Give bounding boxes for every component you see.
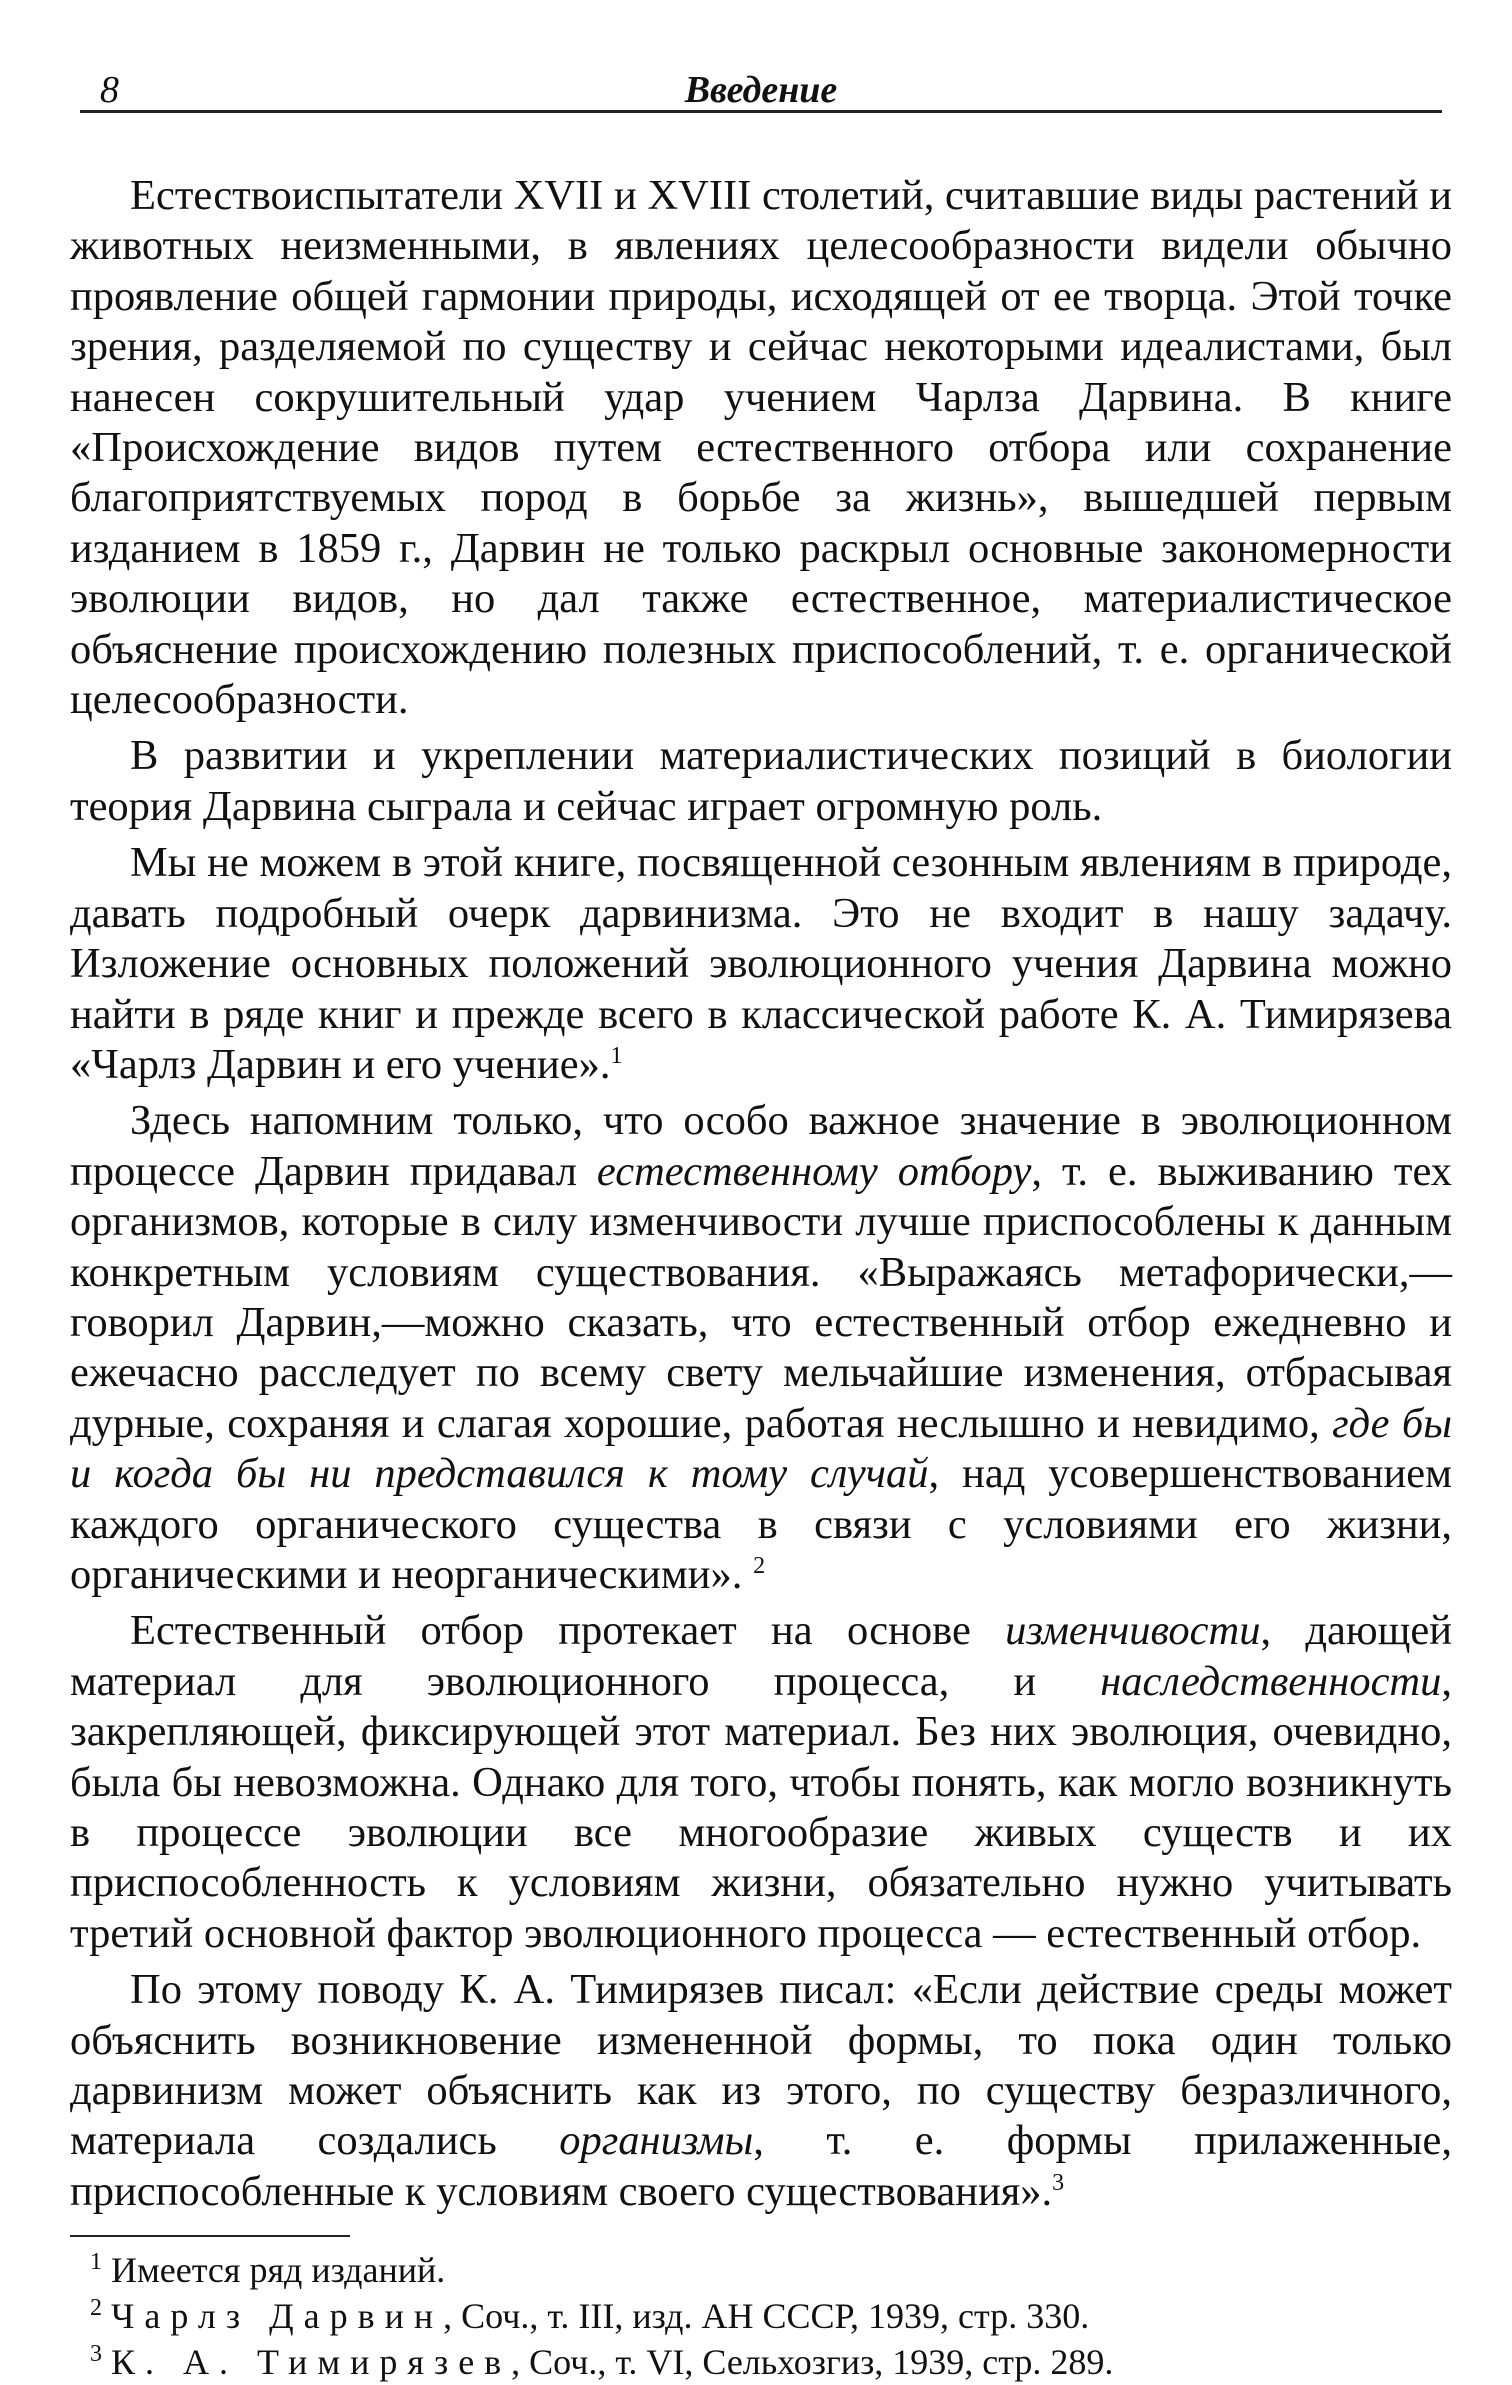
running-title: Введение [684,69,838,111]
paragraph-6: По этому поводу К. А. Тимирязев писал: «Если действие среды может объяснить возникновение измененной формы, то пока один только дарвинизм может объяснить как из этого, по существу безразличного, материала создались организмы, т. е. формы прилаженные, приспособленные к условиям своего существования».$^3$ [70,1966,1452,2215]
footnote-1: $^1$ Имеется ряд изданий. [90,2249,446,2291]
emphasis: организмы [559,2117,754,2165]
emphasis: где бы и когда бы ни представился к тому случай [70,1399,1452,1498]
footnotes [70,2247,1452,2385]
paragraph-1: Естествоиспытатели XVII и XVIII столетий, считавшие виды растений и животных неизменными, в явлениях целесообразности видели обычно проявление общей гармонии природы, исходящей от ее творца. Этой точке зрения, разделяемой по существу и сейчас некоторыми идеалистами, был нанесен сокрушительный удар учением Чарлза Дарвина. В книге «Происхождение видов путем естественного отбора или сохранение благоприятствуемых пород в борьбе за жизнь», вышедшей первым изданием в 1859 г., Дарвин не только раскрыл основные закономерности эволюции видов, но дал также естественное, материалистическое объяснение происхождению полезных приспособлений, т. е. органической целесообразности. [70,172,1452,724]
paragraph-5: Естественный отбор протекает на основе изменчивости, дающей материал для эволюционного процесса, и наследственности, закрепляющей, фиксирующей этот материал. Без них эволюция, очевидно, была бы невозможна. Однако для того, чтобы понять, как могло возникнуть в процессе эволюции все многообразие живых существ и их приспособленность к условиям жизни, обязательно нужно учитывать третий основной фактор эволюционного процесса — естественный отбор. [70,1607,1452,1957]
emphasis: наследственности [1100,1657,1442,1705]
footnote-ref-3[interactable]: 3 [1052,2169,1065,2196]
footnote-ref-1[interactable]: 1 [610,1042,623,1069]
emphasis: изменчивости [1005,1607,1261,1655]
footnote-divider [70,2235,350,2237]
footnote-author: Чарлз Дарвин [111,2296,444,2337]
paragraph-4: Здесь напомним только, что особо важное значение в эволюционном процессе Дарвин придавал естественному отбору, т. е. выживанию тех организмов, которые в силу изменчивости лучше приспособлены к данным конкретным условиям существования. «Выражаясь метафорически,— говорил Дарвин,—можно сказать, что естественный отбор ежедневно и ежечасно расследует по всему свету мельчайшие изменения, отбрасывая дурные, сохраняя и слагая хорошие, работая неслышно и невидимо, где бы и когда бы ни представился к тому случай, над усовершенствованием каждого органического существа в связи с условиями его жизни, органическими и неорганическими». $^2$ [70,1097,1452,1598]
page-number: 8 [100,69,119,111]
footnote-ref-2[interactable]: 2 [753,1552,766,1579]
footnote-3: $^3$ К. А. Тимирязев, Соч., т. VI, Сельхозгиз, 1939, стр. 289. [90,2341,1114,2383]
paragraph-3: Мы не можем в этой книге, посвященной сезонным явлениям в природе, давать подробный очерк дарвинизма. Это не входит в нашу задачу. Изложение основных положений эволюционного учения Дарвина можно найти в ряде книг и прежде всего в классической работе К. А. Тимирязева «Чарлз Дарвин и его учение».$^1$ [70,839,1452,1088]
emphasis: естественному отбору [596,1147,1032,1195]
paragraph-2: В развитии и укреплении материалистических позиций в биологии теория Дарвина сыграла и сейчас играет огромную роль. [70,732,1452,830]
footnote-author: К. А. Тимирязев [111,2342,512,2383]
main-text [70,171,1452,2217]
page-header [80,60,1442,113]
footnote-2: $^2$ Чарлз Дарвин, Соч., т. III, изд. АН СССР, 1939, стр. 330. [90,2295,1090,2337]
